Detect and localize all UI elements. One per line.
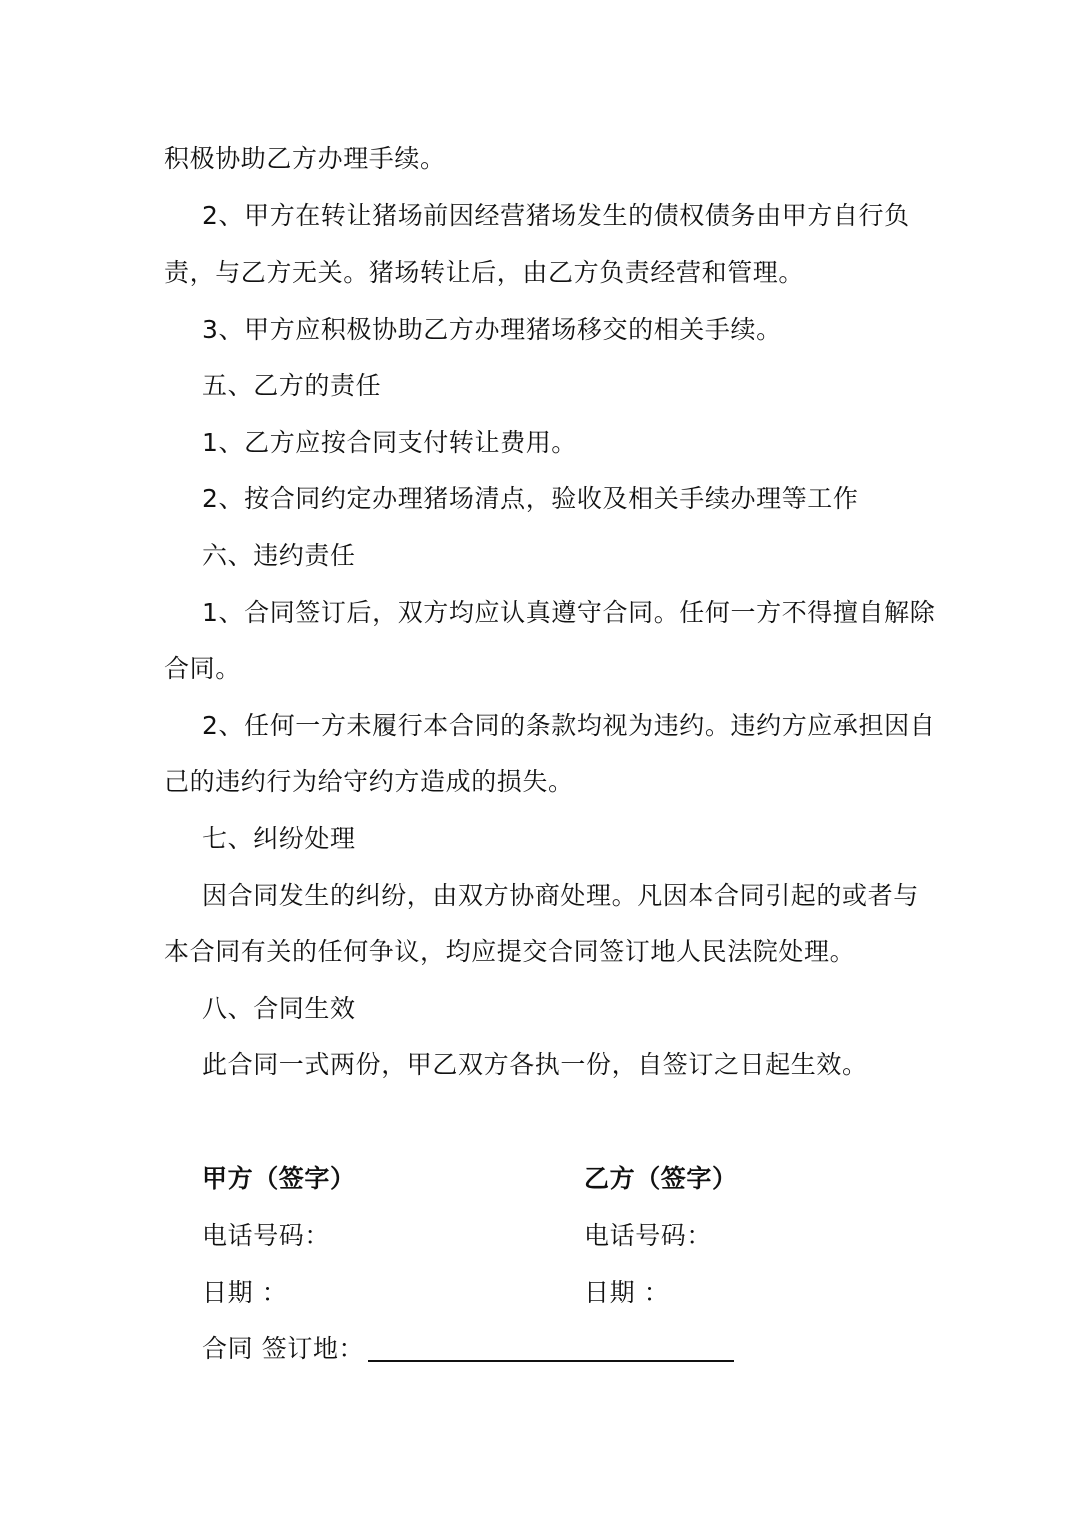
section-6-heading: 六、违约责任 <box>202 541 356 570</box>
signing-place-label: 合同 签订地： <box>202 1334 365 1363</box>
party-b-date-label: 日期 ： <box>584 1278 670 1307</box>
clause-5-2: 2、按合同约定办理猪场清点，验收及相关手续办理等工作 <box>202 484 859 513</box>
clause-5-1: 1、乙方应按合同支付转让费用。 <box>202 428 577 457</box>
party-a-date-label: 日期 ： <box>202 1278 288 1307</box>
clause-6-2-line-2: 己的违约行为给守约方造成的损失。 <box>164 767 574 796</box>
clause-4-3: 3、甲方应积极协助乙方办理猪场移交的相关手续。 <box>202 315 782 344</box>
party-a-signature-title: 甲方（签字） <box>202 1164 356 1193</box>
clause-6-2-line-1: 2、任何一方未履行本合同的条款均视为违约。违约方应承担因自 <box>202 711 936 740</box>
body-line-1: 积极协助乙方办理手续。 <box>164 144 446 173</box>
section-8-text: 此合同一式两份，甲乙双方各执一份，自签订之日起生效。 <box>202 1050 868 1079</box>
party-b-phone-label: 电话号码： <box>584 1221 713 1250</box>
section-7-text-line-2: 本合同有关的任何争议，均应提交合同签订地人民法院处理。 <box>164 937 856 966</box>
signing-place-blank-line <box>368 1360 734 1362</box>
section-8-heading: 八、合同生效 <box>202 994 356 1023</box>
clause-4-2-line-1: 2、甲方在转让猪场前因经营猪场发生的债权债务由甲方自行负 <box>202 201 910 230</box>
clause-4-2-line-2: 责，与乙方无关。猪场转让后，由乙方负责经营和管理。 <box>164 258 805 287</box>
clause-6-1-line-2: 合同。 <box>164 654 241 683</box>
section-7-heading: 七、纠纷处理 <box>202 824 356 853</box>
clause-6-1-line-1: 1、合同签订后，双方均应认真遵守合同。任何一方不得擅自解除 <box>202 598 936 627</box>
section-5-heading: 五、乙方的责任 <box>202 371 382 400</box>
party-b-signature-title: 乙方（签字） <box>584 1164 738 1193</box>
party-a-phone-label: 电话号码： <box>202 1221 331 1250</box>
section-7-text-line-1: 因合同发生的纠纷，由双方协商处理。凡因本合同引起的或者与 <box>202 881 919 910</box>
